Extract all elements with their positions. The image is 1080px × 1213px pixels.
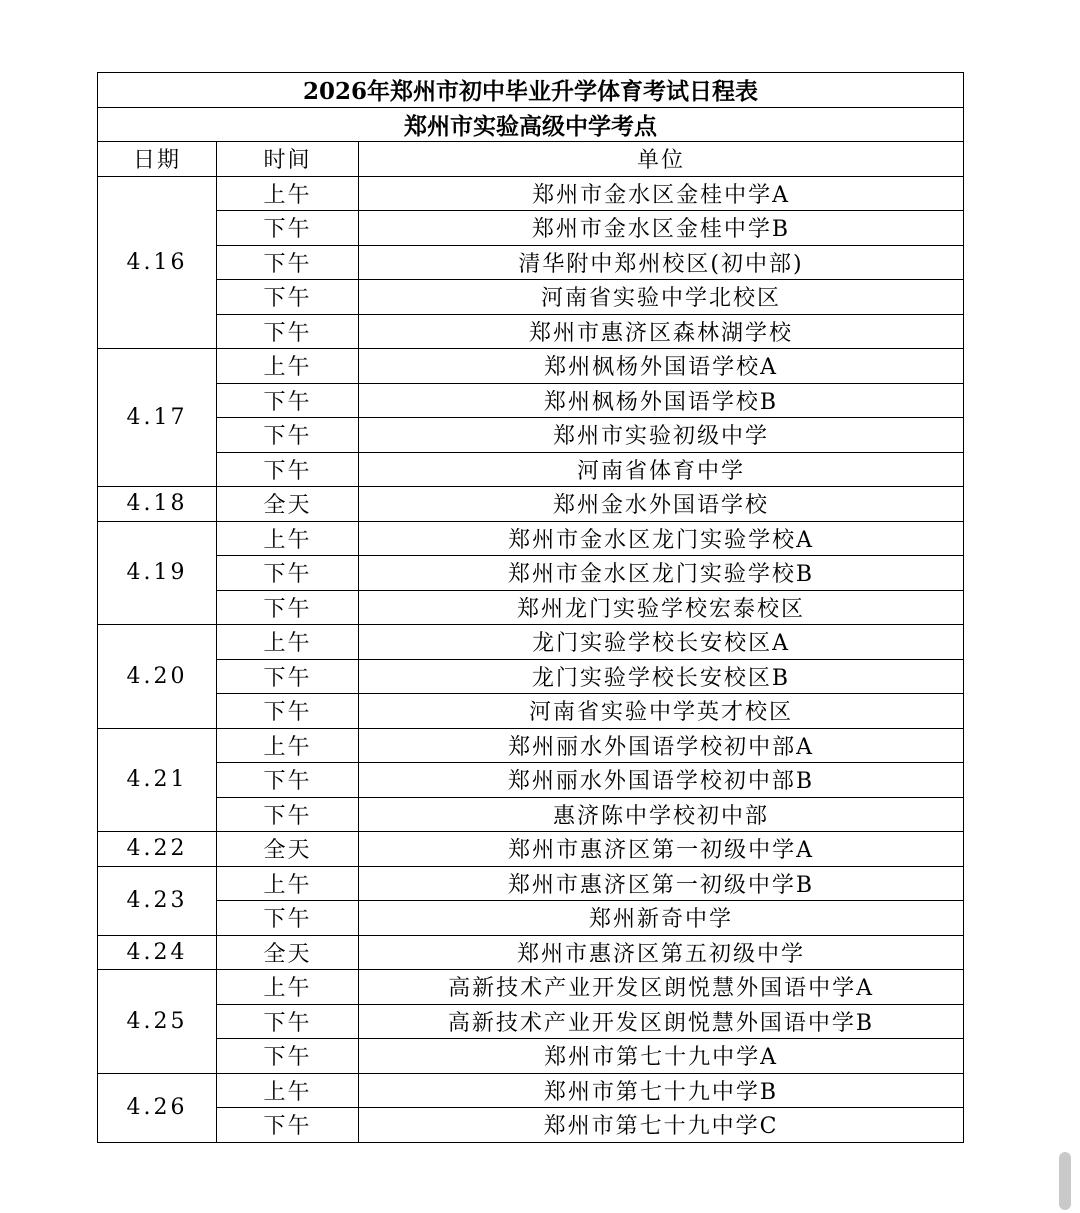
unit-cell: 河南省实验中学英才校区 [359,694,964,729]
date-cell: 4.25 [98,970,217,1074]
unit-cell: 郑州市惠济区森林湖学校 [359,314,964,349]
time-cell: 下午 [217,763,359,798]
table-row [98,797,964,832]
unit-cell: 龙门实验学校长安校区A [359,625,964,660]
unit-cell: 郑州市金水区金桂中学B [359,211,964,246]
time-cell: 下午 [217,452,359,487]
time-cell: 下午 [217,1039,359,1074]
table-row [98,176,964,211]
time-cell: 下午 [217,901,359,936]
unit-cell: 龙门实验学校长安校区B [359,659,964,694]
unit-cell: 郑州市惠济区第五初级中学 [359,935,964,970]
unit-cell: 清华附中郑州校区(初中部) [359,245,964,280]
table-row [98,728,964,763]
table-row [98,901,964,936]
table-row [98,211,964,246]
date-cell: 4.17 [98,349,217,487]
table-row [98,832,964,867]
header-date: 日期 [98,142,217,177]
time-cell: 全天 [217,832,359,867]
unit-cell: 河南省实验中学北校区 [359,280,964,315]
table-row [98,487,964,522]
table-row [98,314,964,349]
unit-cell: 郑州市惠济区第一初级中学B [359,866,964,901]
time-cell: 下午 [217,418,359,453]
time-cell: 上午 [217,521,359,556]
table-row [98,1004,964,1039]
table-row [98,935,964,970]
header-row [98,142,964,177]
time-cell: 下午 [217,556,359,591]
unit-cell: 河南省体育中学 [359,452,964,487]
time-cell: 下午 [217,383,359,418]
time-cell: 全天 [217,935,359,970]
unit-cell: 郑州新奇中学 [359,901,964,936]
date-cell: 4.21 [98,728,217,832]
table-title: 2026年郑州市初中毕业升学体育考试日程表 [98,73,964,108]
unit-cell: 郑州丽水外国语学校初中部B [359,763,964,798]
time-cell: 上午 [217,970,359,1005]
time-cell: 下午 [217,590,359,625]
table-row [98,866,964,901]
date-cell: 4.18 [98,487,217,522]
unit-cell: 惠济陈中学校初中部 [359,797,964,832]
date-cell: 4.24 [98,935,217,970]
table-row [98,1108,964,1143]
unit-cell: 高新技术产业开发区朗悦慧外国语中学A [359,970,964,1005]
unit-cell: 郑州市惠济区第一初级中学A [359,832,964,867]
time-cell: 上午 [217,625,359,660]
title-row [98,73,964,108]
table-row [98,280,964,315]
unit-cell: 高新技术产业开发区朗悦慧外国语中学B [359,1004,964,1039]
date-cell: 4.19 [98,521,217,625]
table-row [98,383,964,418]
table-row [98,1073,964,1108]
time-cell: 上午 [217,349,359,384]
table-row [98,349,964,384]
date-cell: 4.20 [98,625,217,729]
table-row [98,245,964,280]
date-cell: 4.22 [98,832,217,867]
time-cell: 下午 [217,694,359,729]
date-cell: 4.23 [98,866,217,935]
unit-cell: 郑州市第七十九中学A [359,1039,964,1074]
scrollbar-thumb[interactable] [1059,1152,1071,1210]
table-row [98,694,964,729]
unit-cell: 郑州市实验初级中学 [359,418,964,453]
unit-cell: 郑州市金水区龙门实验学校B [359,556,964,591]
time-cell: 上午 [217,866,359,901]
unit-cell: 郑州金水外国语学校 [359,487,964,522]
time-cell: 上午 [217,1073,359,1108]
time-cell: 下午 [217,797,359,832]
time-cell: 上午 [217,176,359,211]
table-row [98,970,964,1005]
table-row [98,1039,964,1074]
date-cell: 4.16 [98,176,217,349]
schedule-table [97,72,964,1143]
table-row [98,763,964,798]
time-cell: 下午 [217,314,359,349]
table-row [98,556,964,591]
subtitle-row [98,107,964,142]
unit-cell: 郑州龙门实验学校宏泰校区 [359,590,964,625]
unit-cell: 郑州市金水区龙门实验学校A [359,521,964,556]
time-cell: 全天 [217,487,359,522]
table-row [98,625,964,660]
time-cell: 下午 [217,1004,359,1039]
unit-cell: 郑州枫杨外国语学校B [359,383,964,418]
table-row [98,418,964,453]
unit-cell: 郑州市第七十九中学C [359,1108,964,1143]
time-cell: 下午 [217,1108,359,1143]
table-row [98,659,964,694]
header-time: 时间 [217,142,359,177]
time-cell: 下午 [217,659,359,694]
time-cell: 上午 [217,728,359,763]
table-subtitle: 郑州市实验高级中学考点 [98,107,964,142]
date-cell: 4.26 [98,1073,217,1142]
unit-cell: 郑州枫杨外国语学校A [359,349,964,384]
time-cell: 下午 [217,245,359,280]
table-row [98,452,964,487]
unit-cell: 郑州丽水外国语学校初中部A [359,728,964,763]
time-cell: 下午 [217,280,359,315]
table-row [98,590,964,625]
time-cell: 下午 [217,211,359,246]
table-row [98,521,964,556]
schedule-table-body [98,73,964,1143]
unit-cell: 郑州市金水区金桂中学A [359,176,964,211]
header-unit: 单位 [359,142,964,177]
unit-cell: 郑州市第七十九中学B [359,1073,964,1108]
